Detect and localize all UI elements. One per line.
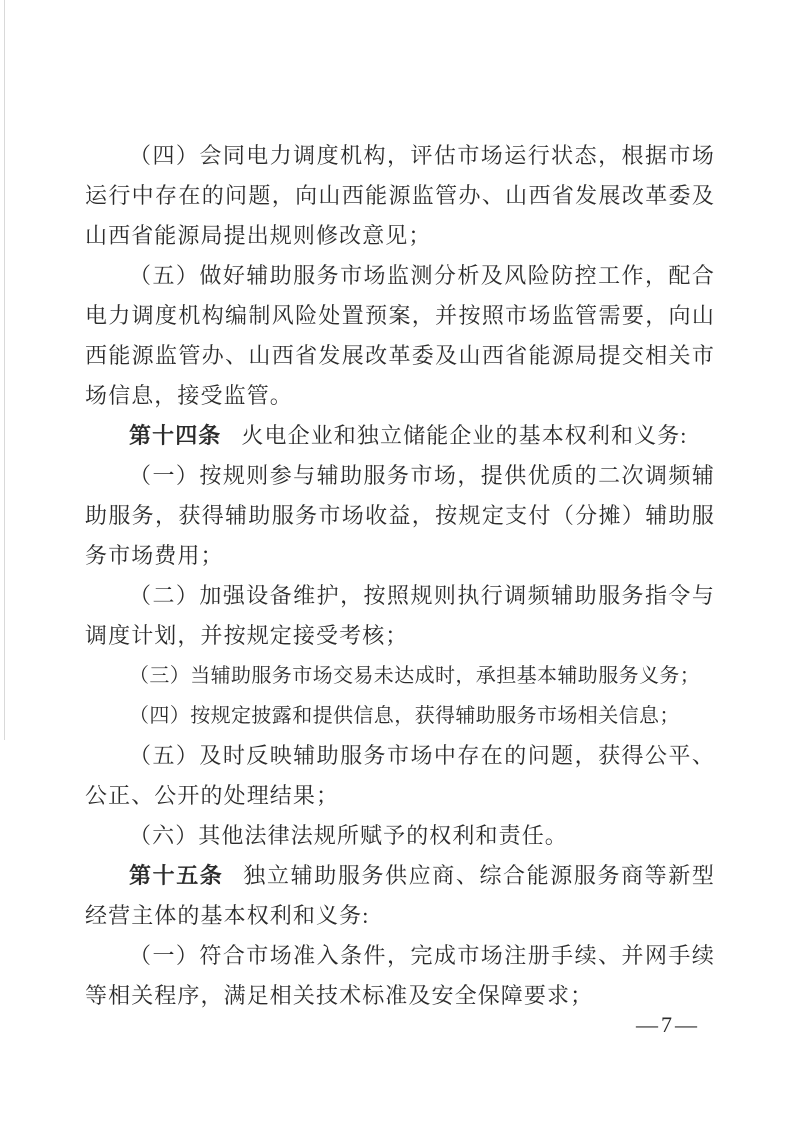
paragraph: （一）按规则参与辅助服务市场，提供优质的二次调频辅助服务，获得辅助服务市场收益，按规定支付（分摊）辅助服务市场费用； [85,463,715,568]
page-number: —7— [636,1012,700,1037]
paragraph: （五）做好辅助服务市场监测分析及风险防控工作，配合电力调度机构编制风险处置预案，并按照市场监管需要，向山西能源监管办、山西省发展改革委及山西省能源局提交相关市场信息，接受监管。 [85,263,715,408]
clause-heading: 第十四条 [129,423,222,448]
paragraph: （二）加强设备维护，按照规则执行调频辅助服务指令与调度计划，并按规定接受考核； [85,583,715,648]
paragraph: （三）当辅助服务市场交易未达成时，承担基本辅助服务义务； [129,665,701,687]
paragraph: （四）会同电力调度机构，评估市场运行状态，根据市场运行中存在的问题，向山西能源监管办、山西省发展改革委及山西省能源局提出规则修改意见； [85,143,715,248]
clause-paragraph: 第十四条 火电企业和独立储能企业的基本权利和义务: [129,423,688,448]
paragraph: （四）按规定披露和提供信息，获得辅助服务市场相关信息； [129,705,680,727]
clause-heading: 第十五条 [129,863,224,888]
clause-paragraph: 第十五条 独立辅助服务供应商、综合能源服务商等新型经营主体的基本权利和义务: [85,863,715,928]
paragraph: （五）及时反映辅助服务市场中存在的问题，获得公平、公正、公开的处理结果； [85,743,715,808]
document-body [85,136,715,1016]
paragraph: （六）其他法律法规所赋予的权利和责任。 [129,823,568,848]
scan-artifact-line [4,0,5,740]
paragraph: （一）符合市场准入条件，完成市场注册手续、并网手续等相关程序，满足相关技术标准及安全保障要求； [85,943,715,1008]
